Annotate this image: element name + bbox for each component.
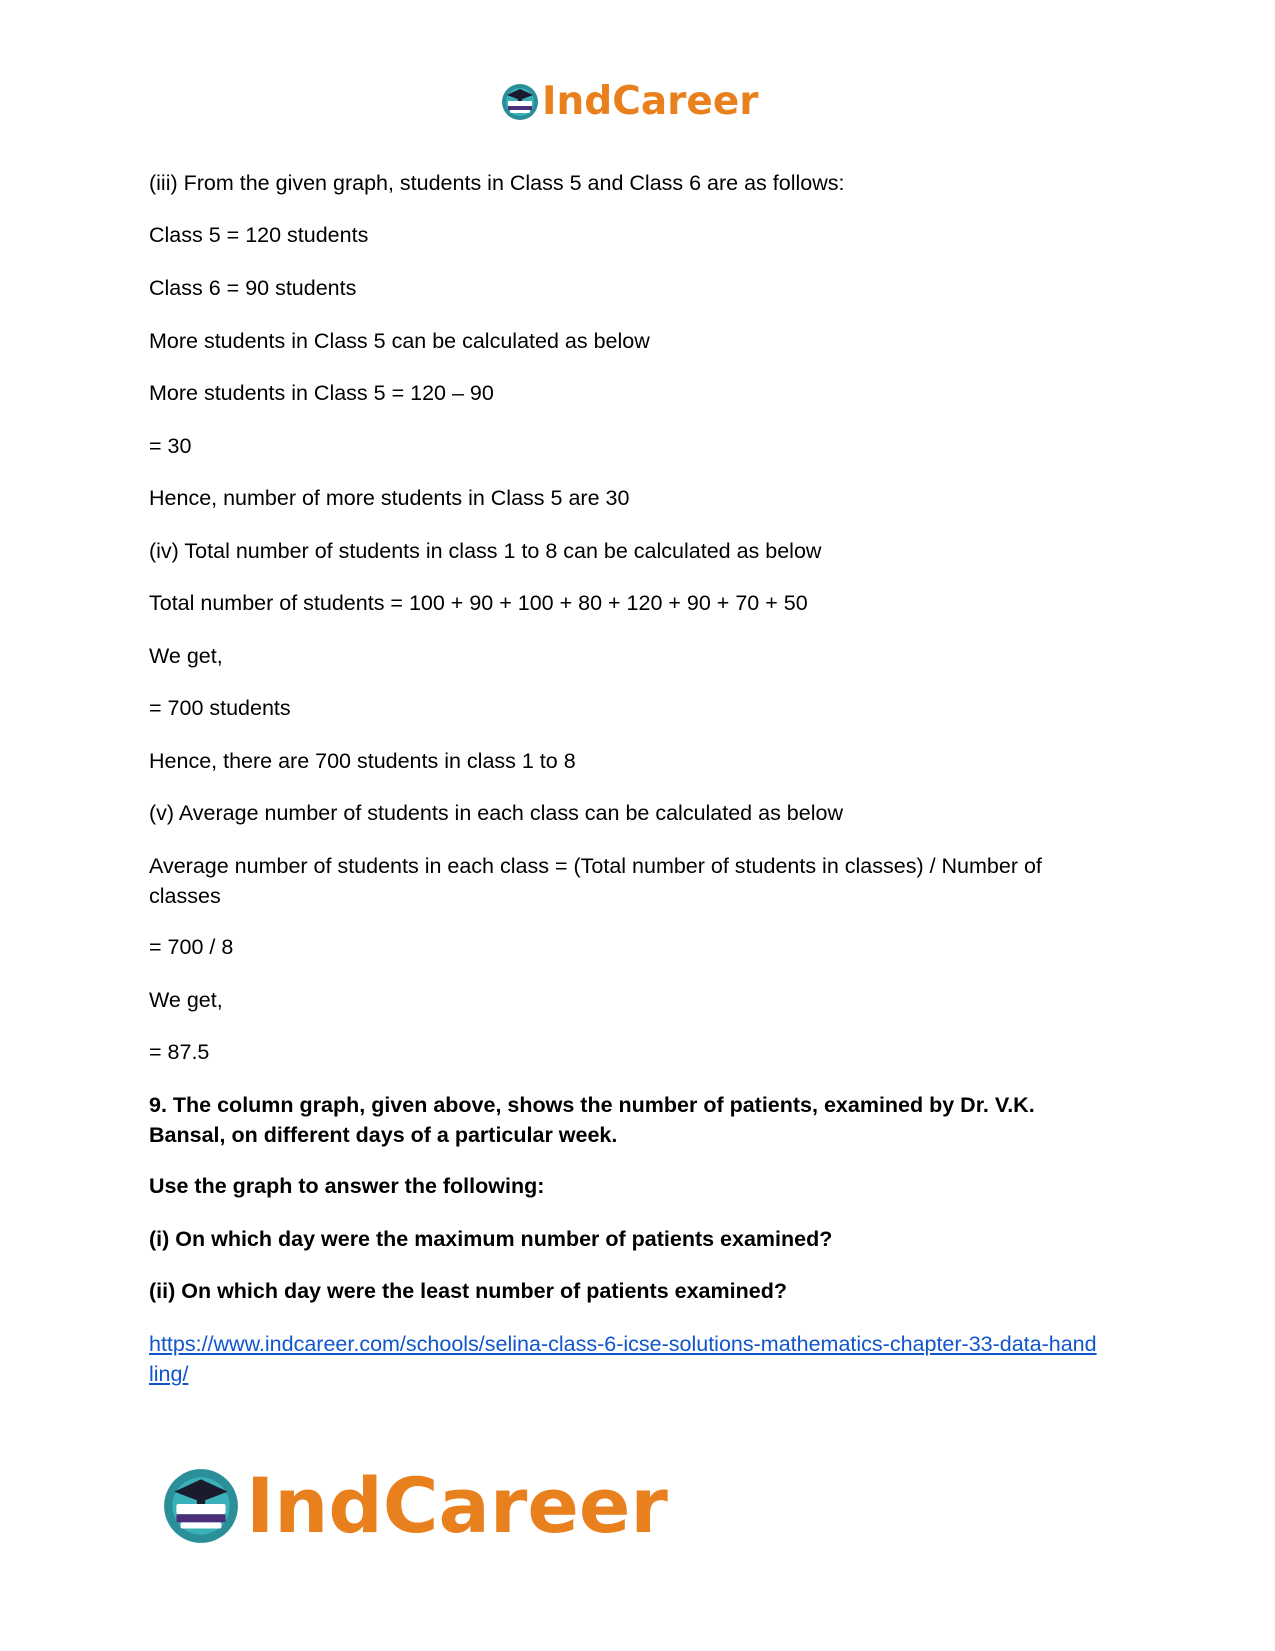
text-line: (v) Average number of students in each class can be calculated as below bbox=[149, 801, 843, 825]
question-part-i: (i) On which day were the maximum number of patients examined? bbox=[149, 1227, 833, 1251]
text-line: = 700 / 8 bbox=[149, 935, 234, 959]
indcareer-emblem-icon bbox=[160, 1465, 242, 1547]
header-logo-text: IndCareer bbox=[542, 79, 759, 124]
text-line: We get, bbox=[149, 988, 223, 1012]
text-line: = 30 bbox=[149, 434, 192, 458]
text-line: (iii) From the given graph, students in Class 5 and Class 6 are as follows: bbox=[149, 171, 845, 195]
text-line: Class 6 = 90 students bbox=[149, 276, 357, 300]
text-line: Class 5 = 120 students bbox=[149, 223, 369, 247]
text-line: Average number of students in each class = (Total number of students in classes) / Number of classes bbox=[149, 854, 1042, 908]
text-line: = 700 students bbox=[149, 696, 291, 720]
question-instruction: Use the graph to answer the following: bbox=[149, 1174, 545, 1198]
text-line: Hence, number of more students in Class 5 are 30 bbox=[149, 486, 630, 510]
text-line: (iv) Total number of students in class 1 to 8 can be calculated as below bbox=[149, 539, 822, 563]
footer-logo bbox=[160, 1460, 668, 1552]
indcareer-emblem-icon bbox=[500, 82, 540, 122]
text-line: = 87.5 bbox=[149, 1040, 210, 1064]
question-part-ii: (ii) On which day were the least number of patients examined? bbox=[149, 1279, 787, 1303]
text-line: More students in Class 5 can be calculated as below bbox=[149, 329, 650, 353]
source-link[interactable]: https://www.indcareer.com/schools/selina-class-6-icse-solutions-mathematics-chapter-33-data-handling/ bbox=[149, 1332, 1097, 1386]
footer-logo-text: IndCareer bbox=[246, 1461, 668, 1550]
text-line: More students in Class 5 = 120 – 90 bbox=[149, 381, 494, 405]
text-line: Total number of students = 100 + 90 + 100 + 80 + 120 + 90 + 70 + 50 bbox=[149, 591, 808, 615]
text-line: Hence, there are 700 students in class 1 to 8 bbox=[149, 749, 576, 773]
question-statement: 9. The column graph, given above, shows the number of patients, examined by Dr. V.K. Bansal, on different days of a particular week. bbox=[149, 1093, 1035, 1147]
header-logo bbox=[500, 78, 759, 126]
text-line: We get, bbox=[149, 644, 223, 668]
